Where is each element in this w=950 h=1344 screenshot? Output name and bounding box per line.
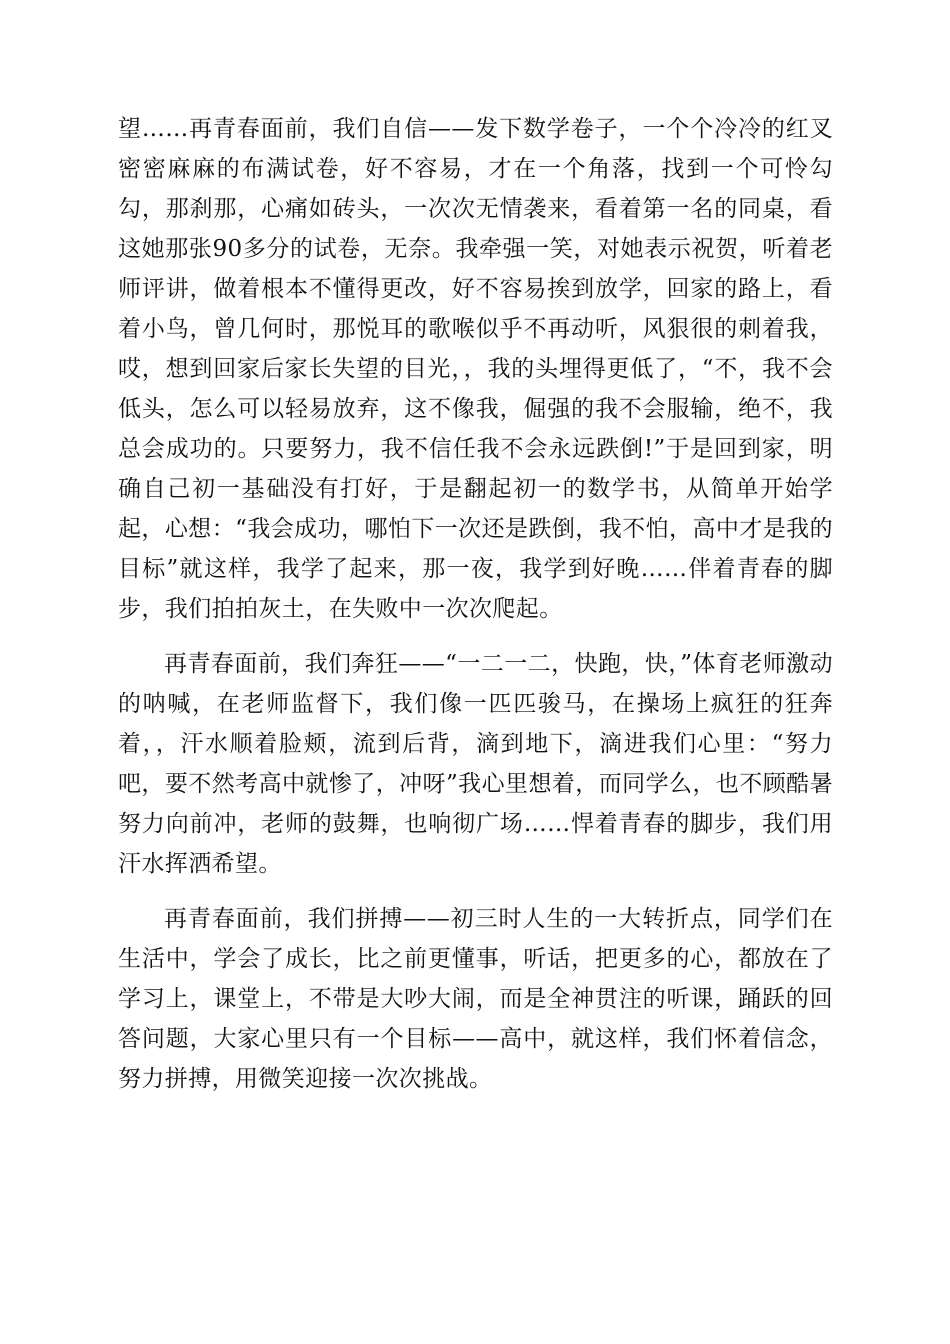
paragraph-2: 再青春面前，我们奔狂——“一二一二，快跑，快，”体育老师激动的呐喊，在老师监督下，我们像一匹匹骏马，在操场上疯狂的狂奔着，，汗水顺着脸颊，流到后背，滴到地下，滴进我们心里：“努力吧，要不然考高中就惨了，冲呀”我心里想着，而同学么，也不顾酷暑努力向前冲，老师的鼓舞，也响彻广场……悍着青春的脚步，我们用汗水挥洒希望。 (118, 651, 833, 877)
document-body (118, 109, 833, 1099)
paragraph-1: 望……再青春面前，我们自信——发下数学卷子，一个个冷冷的红叉密密麻麻的布满试卷，好不容易，才在一个角落，找到一个可怜勾勾，那刹那，心痛如砖头，一次次无情袭来，看着第一名的同桌，看这她那张90多分的试卷，无奈。我牵强一笑，对她表示祝贺，听着老师评讲，做着根本不懂得更改，好不容易挨到放学，回家的路上，看着小鸟，曾几何时，那悦耳的歌喉似乎不再动听，风狠很的刺着我，哎，想到回家后家长失望的目光，，我的头埋得更低了，“不，我不会低头，怎么可以轻易放弃，这不像我，倔强的我不会服输，绝不，我总会成功的。只要努力，我不信任我不会永远跌倒!”于是回到家，明确自己初一基础没有打好，于是翻起初一的数学书，从简单开始学起，心想：“我会成功，哪怕下一次还是跌倒，我不怕，高中才是我的目标”就这样，我学了起来，那一夜，我学到好晚……伴着青春的脚步，我们拍拍灰土，在失败中一次次爬起。 (118, 116, 833, 622)
paragraph-3: 再青春面前，我们拼搏——初三时人生的一大转折点，同学们在生活中，学会了成长，比之前更懂事，听话，把更多的心，都放在了学习上，课堂上，不带是大吵大闹，而是全神贯注的听课，踊跃的回答问题，大家心里只有一个目标——高中，就这样，我们怀着信念，努力拼搏，用微笑迎接一次次挑战。 (118, 906, 833, 1092)
